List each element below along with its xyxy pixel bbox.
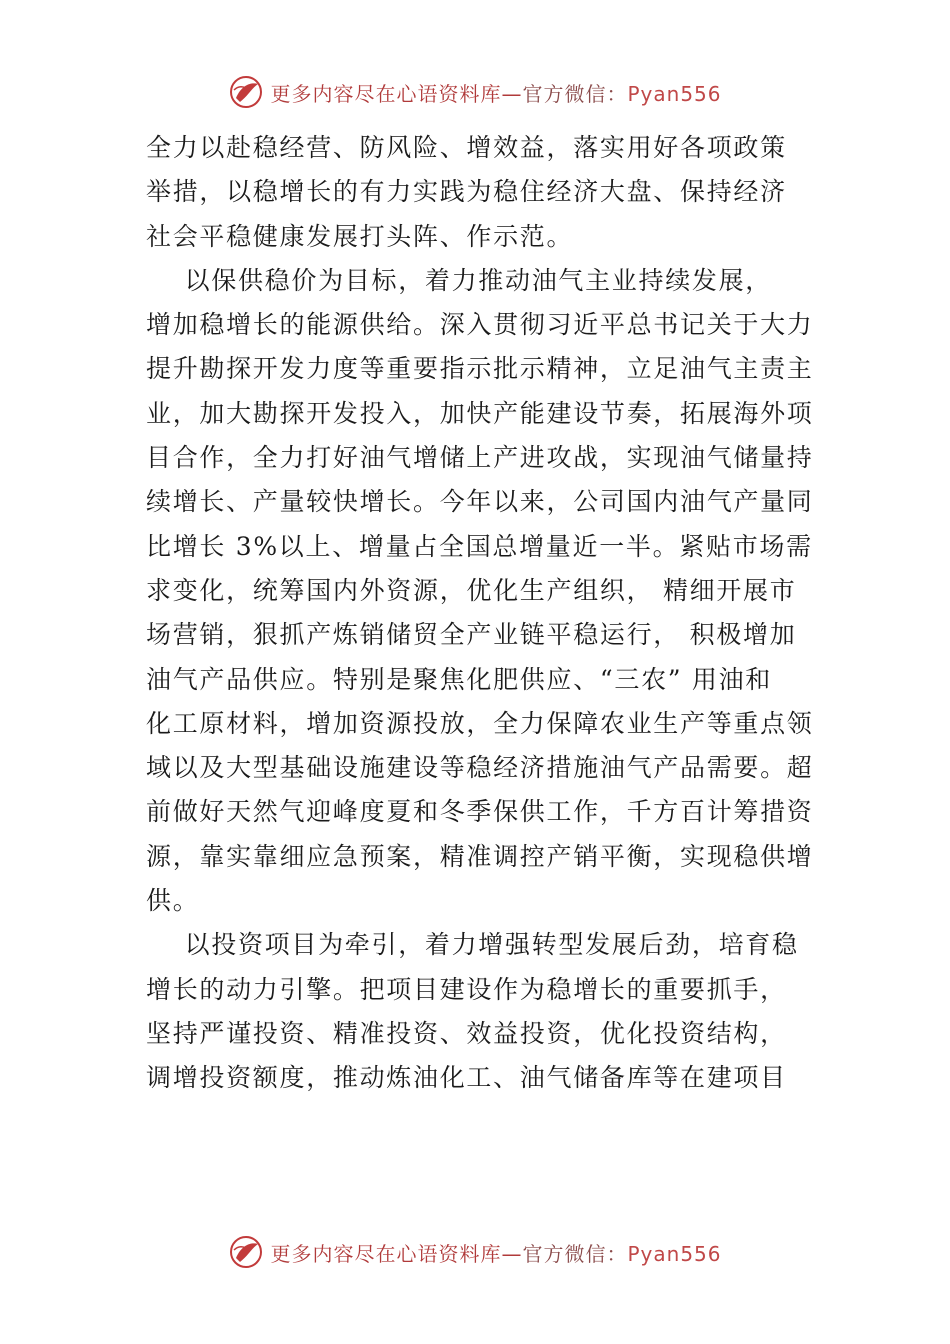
logo-icon [228,1234,264,1270]
wechat-label: 官方微信： [522,81,628,106]
text-line: 以投资项目为牵引，着力增强转型发展后劲，培育稳 [146,930,799,960]
wechat-id: Pyan556 [627,81,722,106]
text-line: 续增长、产量较快增长。今年以来，公司国内油气产量同 [146,487,814,517]
text-line: 举措，以稳增长的有力实践为稳住经济大盘、保持经济 [146,177,787,207]
text-line: 化工原材料，增加资源投放，全力保障农业生产等重点领 [146,708,814,738]
text-line: 坚持严谨投资、精准投资、效益投资，优化投资结构， [146,1018,787,1048]
banner-text: 更多内容尽在心语资料库—官方微信：Pyan556 [270,1241,722,1266]
text-line: 增加稳增长的能源供给。深入贯彻习近平总书记关于大力 [146,310,814,340]
text-line: 以保供稳价为目标，着力推动油气主业持续发展， [146,265,772,295]
text-line: 业，加大勘探开发投入，加快产能建设节奏，拓展海外项 [146,398,814,428]
text-line: 目合作，全力打好油气增储上产进攻战，实现油气储量持 [146,443,814,473]
footer-banner [0,1232,950,1272]
header-banner [0,72,950,112]
text-line: 油气产品供应。特别是聚焦化肥供应、“三农” 用油和 [146,664,773,694]
document-body [146,126,836,1101]
banner-text: 更多内容尽在心语资料库—官方微信：Pyan556 [270,81,722,106]
text-line: 域以及大型基础设施建设等稳经济措施油气产品需要。超 [146,753,814,783]
text-line: 源，靠实靠细应急预案，精准调控产销平衡，实现稳供增 [146,841,814,871]
text-line: 供。 [146,886,200,916]
wechat-id: Pyan556 [627,1241,722,1266]
text-line: 提升勘探开发力度等重要指示批示精神，立足油气主责主 [146,354,814,384]
text-line: 前做好天然气迎峰度夏和冬季保供工作，千方百计筹措资 [146,797,814,827]
text-line: 调增投资额度，推动炼油化工、油气储备库等在建项目 [146,1063,787,1093]
text-line: 增长的动力引擎。把项目建设作为稳增长的重要抓手， [146,974,787,1004]
text-line: 社会平稳健康发展打头阵、作示范。 [146,221,574,251]
text-line: 比增长 3%以上、增量占全国总增量近一半。紧贴市场需 [146,531,813,561]
logo-icon [228,74,264,110]
text-line: 求变化，统筹国内外资源，优化生产组织， 精细开展市 [146,575,797,605]
wechat-label: 官方微信： [522,1241,628,1266]
text-line: 全力以赴稳经营、防风险、增效益，落实用好各项政策 [146,133,787,162]
text-line: 场营销，狠抓产炼销储贸全产业链平稳运行， 积极增加 [146,620,797,650]
